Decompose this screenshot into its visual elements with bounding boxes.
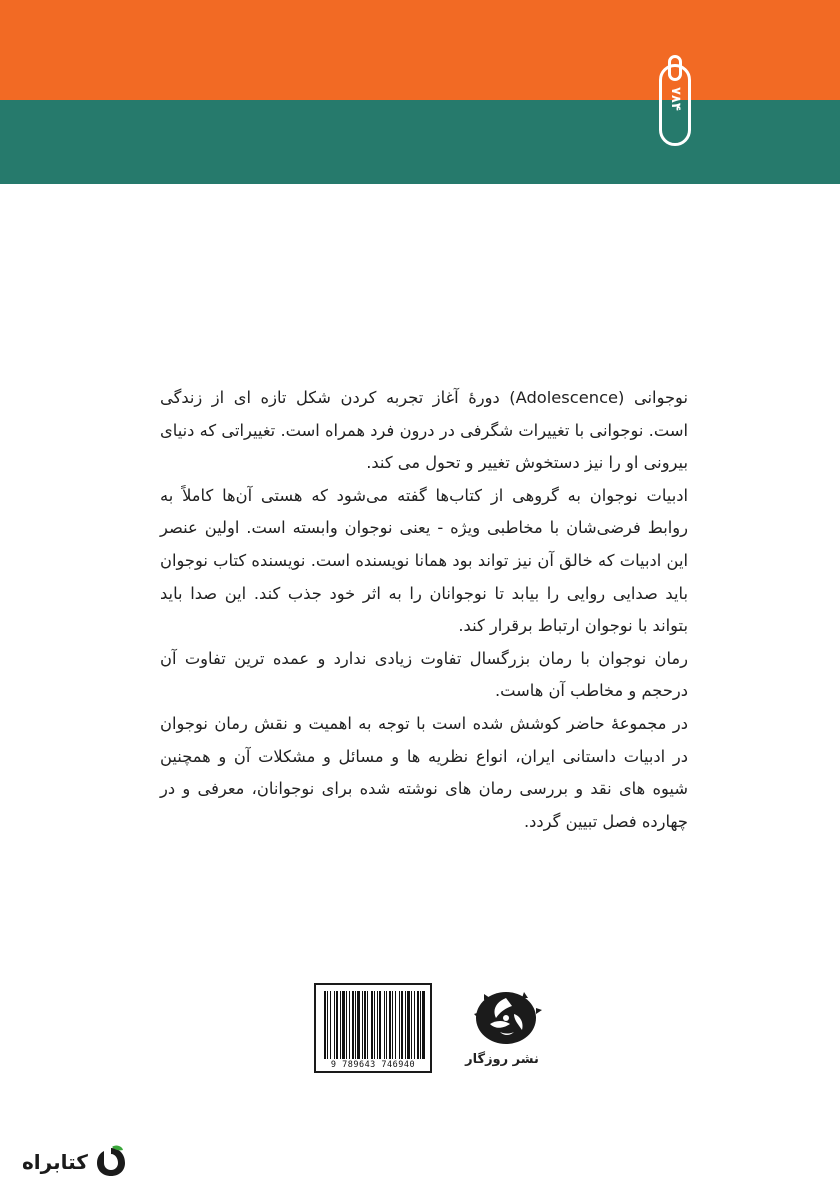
publisher-name: نشر روزگار bbox=[465, 1052, 539, 1067]
barcode-bar bbox=[422, 991, 425, 1059]
back-cover-text bbox=[160, 382, 688, 838]
barcode-bar bbox=[392, 991, 393, 1059]
barcode-bar bbox=[379, 991, 381, 1059]
barcode-bar bbox=[352, 991, 354, 1059]
barcode-bar bbox=[401, 991, 403, 1059]
ketabrah-logo-icon bbox=[94, 1145, 128, 1179]
barcode-bar bbox=[407, 991, 410, 1059]
barcode-bar bbox=[420, 991, 421, 1059]
barcode-bars bbox=[322, 991, 428, 1059]
barcode-bar bbox=[367, 991, 368, 1059]
publisher-logo-icon bbox=[466, 984, 546, 1048]
isbn-barcode bbox=[314, 983, 432, 1073]
ketabrah-watermark bbox=[22, 1142, 128, 1182]
barcode-digits: 9 789643 746940 bbox=[330, 1060, 416, 1070]
barcode-bar bbox=[371, 991, 373, 1059]
barcode-bar bbox=[349, 991, 350, 1059]
barcode-bar bbox=[342, 991, 345, 1059]
barcode-bar bbox=[414, 991, 415, 1059]
paragraph-1: نوجوانی (Adolescence) دورهٔ آغاز تجربه کردن شکل تازه ای از زندگی است. نوجوانی با تغییرات شگرفی در درون فرد همراه است. تغییراتی که دنیای بیرونی او را نیز دستخوش تغییر و تحول می کند. bbox=[160, 388, 688, 473]
barcode-bar bbox=[399, 991, 400, 1059]
barcode-bar bbox=[334, 991, 335, 1059]
barcode-bar bbox=[330, 991, 331, 1059]
barcode-bar bbox=[395, 991, 396, 1059]
watermark-text: کتابراه bbox=[22, 1150, 88, 1174]
barcode-bar bbox=[364, 991, 366, 1059]
barcode-bar bbox=[340, 991, 341, 1059]
barcode-bar bbox=[374, 991, 375, 1059]
barcode-bar bbox=[411, 991, 412, 1059]
barcode-bar bbox=[377, 991, 378, 1059]
barcode-bar bbox=[357, 991, 360, 1059]
barcode-bar bbox=[327, 991, 328, 1059]
barcode-bar bbox=[362, 991, 363, 1059]
barcode-bar bbox=[324, 991, 326, 1059]
paragraph-3: رمان نوجوان با رمان بزرگسال تفاوت زیادی ندارد و عمده ترین تفاوت آن درحجم و مخاطب آن هاست. bbox=[160, 648, 688, 701]
series-number: ۷۸۴ bbox=[668, 87, 683, 111]
teal-band bbox=[0, 100, 840, 184]
barcode-bar bbox=[405, 991, 406, 1059]
barcode-bar bbox=[389, 991, 391, 1059]
paperclip-icon bbox=[659, 64, 691, 146]
barcode-bar bbox=[346, 991, 347, 1059]
barcode-bar bbox=[384, 991, 385, 1059]
top-orange-band bbox=[0, 0, 840, 100]
barcode-bar bbox=[336, 991, 338, 1059]
barcode-bar bbox=[386, 991, 387, 1059]
barcode-bar bbox=[355, 991, 356, 1059]
paragraph-2: ادبیات نوجوان به گروهی از کتاب‌ها گفته می‌شود که هستی آن‌ها کاملاً به روابط فرضی‌شان با مخاطبی ویژه - یعنی نوجوان وابسته است. اولین عنصر این ادبیات که خالق آن نیز تواند بود همانا نویسنده است. نویسنده کتاب نوجوان باید صدایی روایی را بیابد تا نوجوانان را به اثر خود جذب کند. این صدا باید بتواند با نوجوان ارتباط برقرار کند. bbox=[160, 485, 688, 636]
paragraph-4: در مجموعهٔ حاضر کوشش شده است با توجه به اهمیت و نقش رمان نوجوان در ادبیات داستانی ایران، انواع نظریه ها و مسائل و مشکلات آن و همچنین شیوه های نقد و بررسی رمان های نوشته شده برای نوجوانان، معرفی و در چهارده فصل تبیین گردد. bbox=[160, 713, 688, 831]
barcode-bar bbox=[417, 991, 419, 1059]
